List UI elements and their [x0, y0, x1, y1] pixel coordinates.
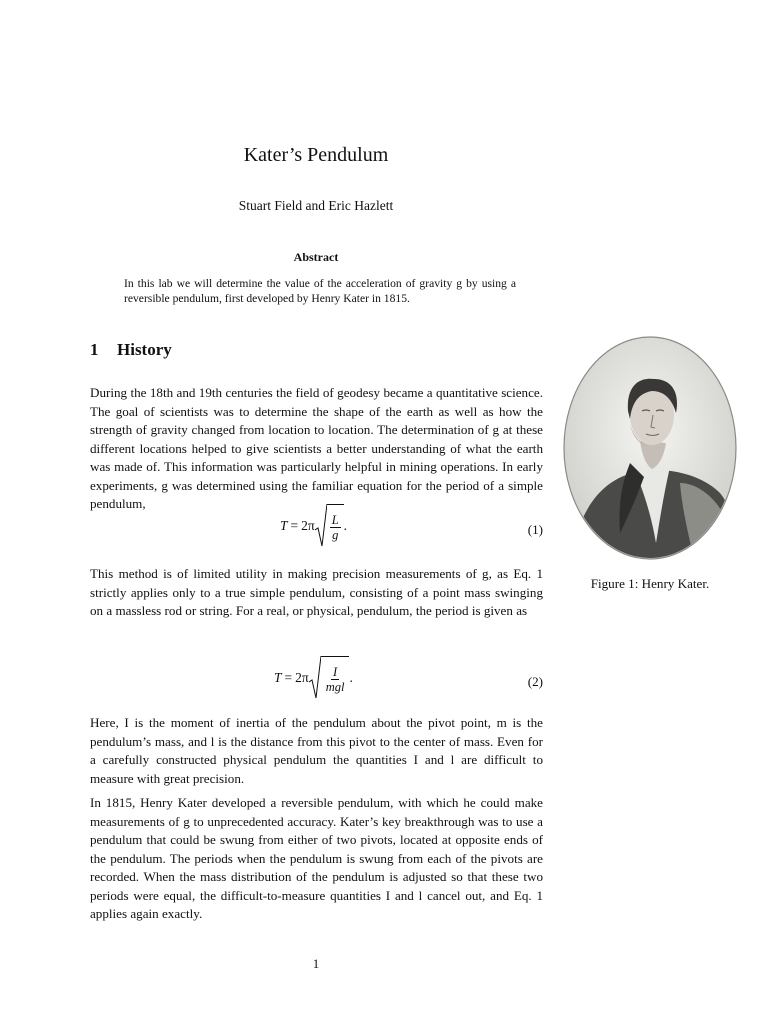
section-title: History [117, 340, 172, 359]
portrait-image [560, 333, 740, 563]
eq2-denominator: mgl [325, 680, 345, 694]
eq1-numerator: L [331, 513, 339, 527]
page-number: 1 [312, 956, 320, 971]
abstract-text: In this lab we will determine the value of the acceleration of gravity g by using a reversible pendulum, first developed by Henry Kater in 1815. [124, 277, 516, 305]
figure-henry-kater [560, 333, 740, 563]
eq1-lhs: T [280, 518, 288, 533]
eq1-sqrt [315, 504, 344, 548]
figure-caption: Figure 1: Henry Kater. [590, 576, 710, 591]
eq2-radicand [321, 656, 353, 700]
eq2-equals: = [284, 670, 293, 685]
eq1-equals: = [290, 518, 299, 533]
equation-1 [90, 502, 543, 558]
eq2-numerator: I [333, 665, 338, 679]
eq1-coef: 2π [301, 518, 315, 533]
eq1-denominator: g [332, 528, 339, 542]
eq2-sqrt [309, 656, 353, 700]
paragraph-1: During the 18th and 19th centuries the field of geodesy became a quantitative science. The goal of scientists was to determine the shape of the earth as well as how the strength of gravity changed from location to location. The determination of g at these different locations helped to give scientists a better understanding of what the earth was made of. This information was particularly helpful in mining operations. In early experiments, g was determined using the familiar equation for the period of a simple pendulum, [90, 385, 543, 511]
eq1-trail: . [343, 518, 348, 533]
paragraph-4: In 1815, Henry Kater developed a reversible pendulum, with which he could make measurements of g to unprecedented accuracy. Kater’s key breakthrough was to use a pendulum that could be swung from either of two pivots, located at opposite ends of the pendulum. The periods when the pendulum is swung from each of the pivots are recorded. When the mass distribution of the pendulum is adjusted so that these two periods were equal, the difficult-to-measure quantities I and l cancel out, and Eq. 1 applies again exactly. [90, 795, 543, 921]
paragraph-3: Here, I is the moment of inertia of the pendulum about the pivot point, m is the pendulum’s mass, and l is the distance from this pivot to the center of mass. Even for a carefully constructed physical pendulum the quantities I and l are difficult to measure with great precision. [90, 715, 543, 786]
equation-1-body [280, 504, 347, 548]
eq1-fraction [327, 513, 344, 542]
radical-sign-icon [309, 656, 321, 700]
equation-2 [90, 654, 543, 710]
paper-title: Kater’s Pendulum [243, 144, 389, 166]
eq2-number: (2) [527, 674, 543, 689]
eq1-number: (1) [527, 522, 543, 537]
eq2-lhs: T [274, 670, 282, 685]
paragraph-2: This method is of limited utility in making precision measurements of g, as Eq. 1 strictly applies only to a true simple pendulum, consisting of a point mass swinging on a massless rod or string. For a real, or physical, pendulum, the period is given as [90, 566, 543, 618]
eq1-radicand [327, 504, 344, 548]
eq2-trail: . [349, 670, 353, 685]
eq2-fraction [321, 665, 353, 694]
radical-sign-icon [315, 504, 327, 548]
abstract-heading: Abstract [293, 250, 339, 264]
section-number: 1 [90, 340, 99, 359]
equation-2-body [274, 656, 353, 700]
section-heading [90, 340, 172, 360]
paper-authors: Stuart Field and Eric Hazlett [238, 198, 394, 213]
eq2-coef: 2π [295, 670, 309, 685]
